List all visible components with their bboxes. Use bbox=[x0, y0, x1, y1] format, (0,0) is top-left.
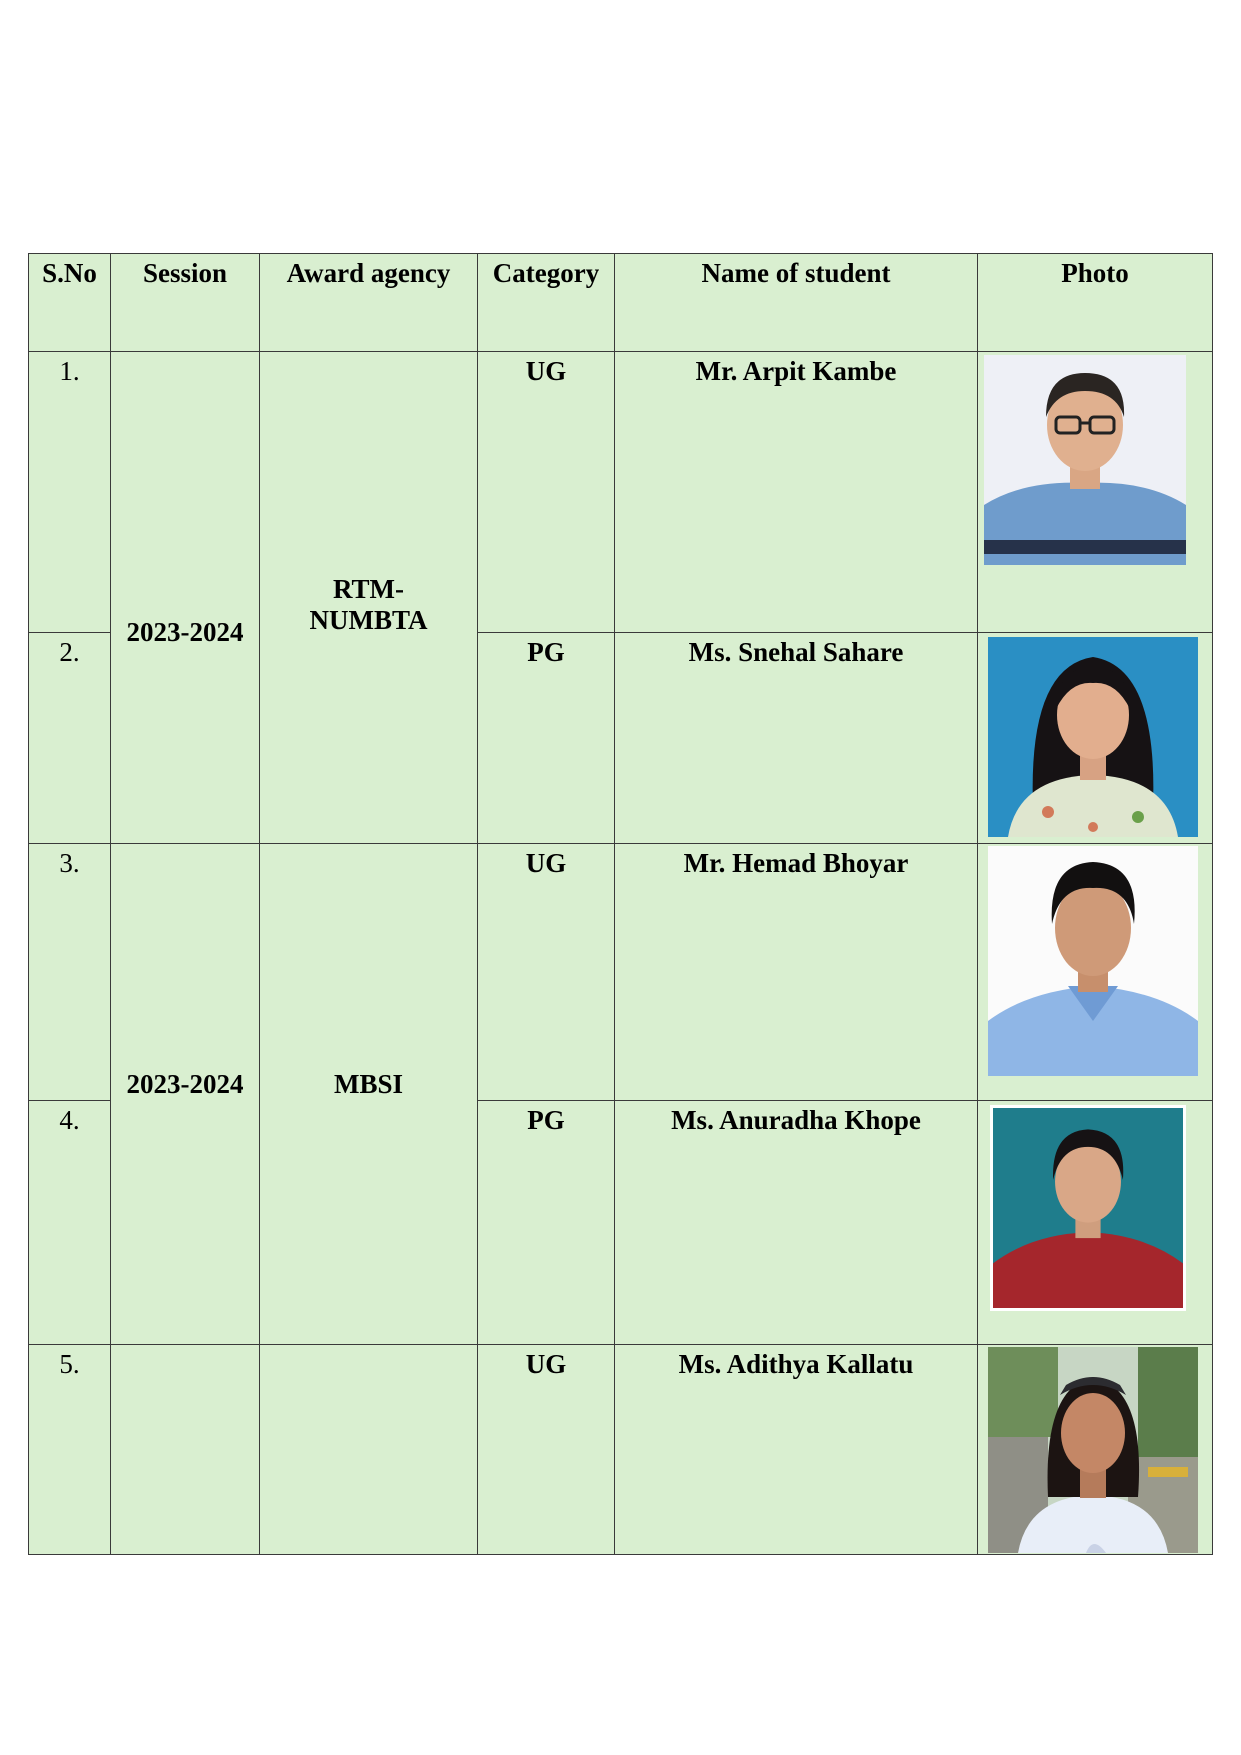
photo-cell bbox=[978, 633, 1213, 844]
header-row bbox=[29, 254, 1213, 352]
header-session: Session bbox=[111, 254, 260, 352]
agency-cell bbox=[260, 844, 478, 1345]
name-cell: Mr. Arpit Kambe bbox=[615, 352, 978, 633]
header-name: Name of student bbox=[615, 254, 978, 352]
student-photo bbox=[988, 1347, 1198, 1553]
photo-cell bbox=[978, 844, 1213, 1101]
session-cell bbox=[111, 352, 260, 844]
header-sno: S.No bbox=[29, 254, 111, 352]
header-award-agency: Award agency bbox=[260, 254, 478, 352]
awards-table bbox=[28, 253, 1213, 1555]
session-value: 2023-2024 bbox=[126, 1068, 244, 1099]
student-photo bbox=[990, 1105, 1186, 1311]
name-cell: Ms. Anuradha Khope bbox=[615, 1101, 978, 1345]
agency-cell-empty bbox=[260, 1345, 478, 1555]
category-cell: UG bbox=[478, 1345, 615, 1555]
sno-cell: 3. bbox=[29, 844, 111, 1101]
name-cell: Ms. Adithya Kallatu bbox=[615, 1345, 978, 1555]
header-photo: Photo bbox=[978, 254, 1213, 352]
name-cell: Mr. Hemad Bhoyar bbox=[615, 844, 978, 1101]
photo-cell bbox=[978, 352, 1213, 633]
category-cell: UG bbox=[478, 352, 615, 633]
table-row bbox=[29, 844, 1213, 1101]
agency-cell bbox=[260, 352, 478, 844]
sno-cell: 1. bbox=[29, 352, 111, 633]
student-photo bbox=[988, 846, 1198, 1076]
category-cell: PG bbox=[478, 1101, 615, 1345]
student-photo bbox=[984, 355, 1186, 565]
student-photo bbox=[988, 637, 1198, 837]
session-cell-empty bbox=[111, 1345, 260, 1555]
session-value: 2023-2024 bbox=[126, 617, 244, 647]
category-cell: PG bbox=[478, 633, 615, 844]
photo-cell bbox=[978, 1101, 1213, 1345]
sno-cell: 2. bbox=[29, 633, 111, 844]
table-row bbox=[29, 352, 1213, 633]
agency-line-1: RTM- bbox=[332, 573, 405, 604]
session-cell bbox=[111, 844, 260, 1345]
table-row bbox=[29, 1345, 1213, 1555]
name-cell: Ms. Snehal Sahare bbox=[615, 633, 978, 844]
photo-cell bbox=[978, 1345, 1213, 1555]
category-cell: UG bbox=[478, 844, 615, 1101]
sno-cell: 5. bbox=[29, 1345, 111, 1555]
agency-line-2: NUMBTA bbox=[309, 604, 428, 635]
agency-value: MBSI bbox=[333, 1068, 404, 1099]
sno-cell: 4. bbox=[29, 1101, 111, 1345]
header-category: Category bbox=[478, 254, 615, 352]
